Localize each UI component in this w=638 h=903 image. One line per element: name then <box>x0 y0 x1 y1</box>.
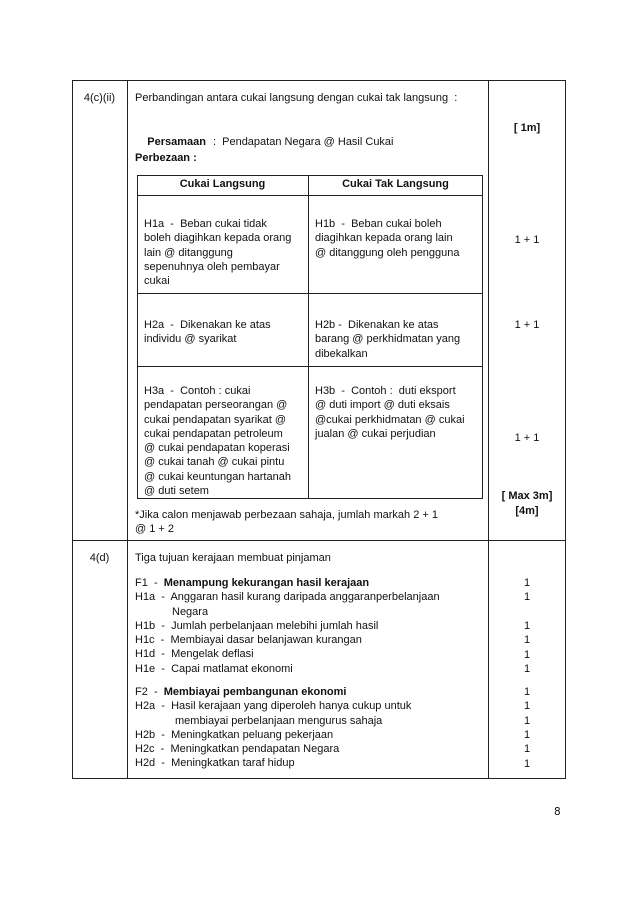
mark-f2: 1 <box>523 686 531 698</box>
cell-line: cukai pendapatan petroleum <box>144 427 283 440</box>
table-border-bottom <box>72 778 566 779</box>
cell-line: H2b - Dikenakan ke atas <box>315 319 439 331</box>
question-number: 4(c)(ii) <box>83 92 116 104</box>
mark-h2a-cont: 1 <box>523 714 531 727</box>
mark-similarity: [ 1m] <box>513 122 541 134</box>
mark-h2a: 1 <box>523 700 531 713</box>
cell-line: boleh diagihkan kepada orang <box>144 232 292 245</box>
cell-line: cukai <box>144 275 170 288</box>
cell-line: @ ditanggung oleh pengguna <box>315 246 460 259</box>
inner-cell-h3b <box>315 384 465 441</box>
cell-line: H1a - Beban cukai tidak <box>144 218 267 230</box>
point-line: H1b - Jumlah perbelanjaan melebihi jumlah hasil <box>135 619 379 632</box>
cell-line: diagihkan kepada orang lain <box>315 232 453 245</box>
mark-h1e: 1 <box>523 662 531 675</box>
mark-h2b: 1 <box>523 728 531 741</box>
point-line: H1a - Anggaran hasil kurang daripada anggaranperbelanjaan <box>135 591 440 604</box>
function-f1-block <box>135 576 440 676</box>
cell-line: @ cukai pendapatan koperasi <box>144 442 290 455</box>
cell-line: H1b - Beban cukai boleh <box>315 218 442 230</box>
question-intro: Tiga tujuan kerajaan membuat pinjaman <box>135 552 331 564</box>
cell-line: dibekalkan <box>315 347 368 360</box>
mark-h1a: 1 <box>523 591 531 604</box>
point-line: H2c - Meningkatkan pendapatan Negara <box>135 743 340 756</box>
page-number: 8 <box>554 806 561 818</box>
similarity-value: : Pendapatan Negara @ Hasil Cukai <box>212 136 394 149</box>
inner-table-column-divider <box>308 175 309 499</box>
function-code: F2 - <box>135 686 164 698</box>
inner-cell-h2a <box>144 318 271 347</box>
cell-line: @ duti setem <box>144 485 209 498</box>
cell-line: @ duti import @ duti eksais <box>315 399 450 412</box>
mark-f1: 1 <box>523 577 531 589</box>
point-line: H1d - Mengelak deflasi <box>135 648 254 661</box>
question-number: 4(d) <box>89 552 110 564</box>
inner-cell-h1a <box>144 217 291 288</box>
point-line: H1c - Membiayai dasar belanjawan kurangan <box>135 634 362 647</box>
inner-table-border-right <box>482 175 483 499</box>
question-intro: Perbandingan antara cukai langsung dengan cukai tak langsung : <box>135 92 458 104</box>
cell-line: H2a - Dikenakan ke atas <box>144 319 271 331</box>
point-continuation: Negara <box>172 605 209 618</box>
question-column-divider <box>127 80 128 779</box>
point-line: H2a - Hasil kerajaan yang diperoleh hanya cukup untuk <box>135 700 412 713</box>
cell-line: pendapatan perseorangan @ <box>144 399 288 412</box>
inner-header-indirect-tax: Cukai Tak Langsung <box>342 178 449 190</box>
inner-table-header-divider <box>137 195 483 196</box>
function-f2-block <box>135 685 411 771</box>
inner-table-border-left <box>137 175 138 499</box>
cell-line: lain @ ditanggung <box>144 246 233 259</box>
point-line: H1e - Capai matlamat ekonomi <box>135 662 293 675</box>
inner-table-row-divider-2 <box>137 366 483 367</box>
inner-table-row-divider-1 <box>137 293 483 294</box>
table-border-top <box>72 80 566 81</box>
mark-h1b: 1 <box>523 619 531 632</box>
inner-table-border-top <box>137 175 483 176</box>
function-title: Membiayai pembangunan ekonomi <box>163 686 347 698</box>
mark-total: [4m] <box>515 505 539 517</box>
table-border-left <box>72 80 73 779</box>
mark-max: [ Max 3m] <box>501 490 553 502</box>
cell-line: H3a - Contoh : cukai <box>144 385 251 397</box>
marking-note <box>135 508 438 537</box>
point-line: H2b - Meningkatkan peluang pekerjaan <box>135 728 334 741</box>
cell-line: jualan @ cukai perjudian <box>315 427 436 440</box>
similarity-label: Persamaan <box>147 136 206 149</box>
note-line: @ 1 + 2 <box>135 523 174 536</box>
inner-cell-h2b <box>315 318 460 361</box>
note-line: *Jika calon menjawab perbezaan sahaja, jumlah markah 2 + 1 <box>135 509 438 521</box>
point-continuation: membiayai perbelanjaan mengurus sahaja <box>175 714 383 727</box>
inner-cell-h3a <box>144 384 291 498</box>
cell-line: barang @ perkhidmatan yang <box>315 333 461 346</box>
mark-h1d: 1 <box>523 648 531 661</box>
inner-header-direct-tax: Cukai Langsung <box>179 178 266 190</box>
inner-cell-h1b <box>315 217 460 260</box>
mark-h1c: 1 <box>523 634 531 647</box>
cell-line: H3b - Contoh : duti eksport <box>315 385 456 397</box>
mark-row-1: 1 + 1 <box>514 234 540 246</box>
cell-line: cukai pendapatan syarikat @ <box>144 413 287 426</box>
point-line: H2d - Meningkatkan taraf hidup <box>135 757 295 770</box>
function-f1-heading <box>135 576 440 590</box>
cell-line: @cukai perkhidmatan @ cukai <box>315 413 465 426</box>
mark-h2c: 1 <box>523 743 531 756</box>
cell-line: sepenuhnya oleh pembayar <box>144 260 280 273</box>
function-f2-heading <box>135 685 411 699</box>
function-code: F1 - <box>135 577 164 589</box>
mark-row-3: 1 + 1 <box>514 432 540 444</box>
table-row-divider <box>72 540 566 541</box>
cell-line: @ cukai keuntungan hartanah <box>144 470 291 483</box>
function-title: Menampung kekurangan hasil kerajaan <box>163 577 370 589</box>
difference-label: Perbezaan : <box>135 152 197 164</box>
cell-line: individu @ syarikat <box>144 333 237 346</box>
mark-row-2: 1 + 1 <box>514 319 540 331</box>
cell-line: @ cukai tanah @ cukai pintu <box>144 456 285 469</box>
mark-h2d: 1 <box>523 757 531 770</box>
